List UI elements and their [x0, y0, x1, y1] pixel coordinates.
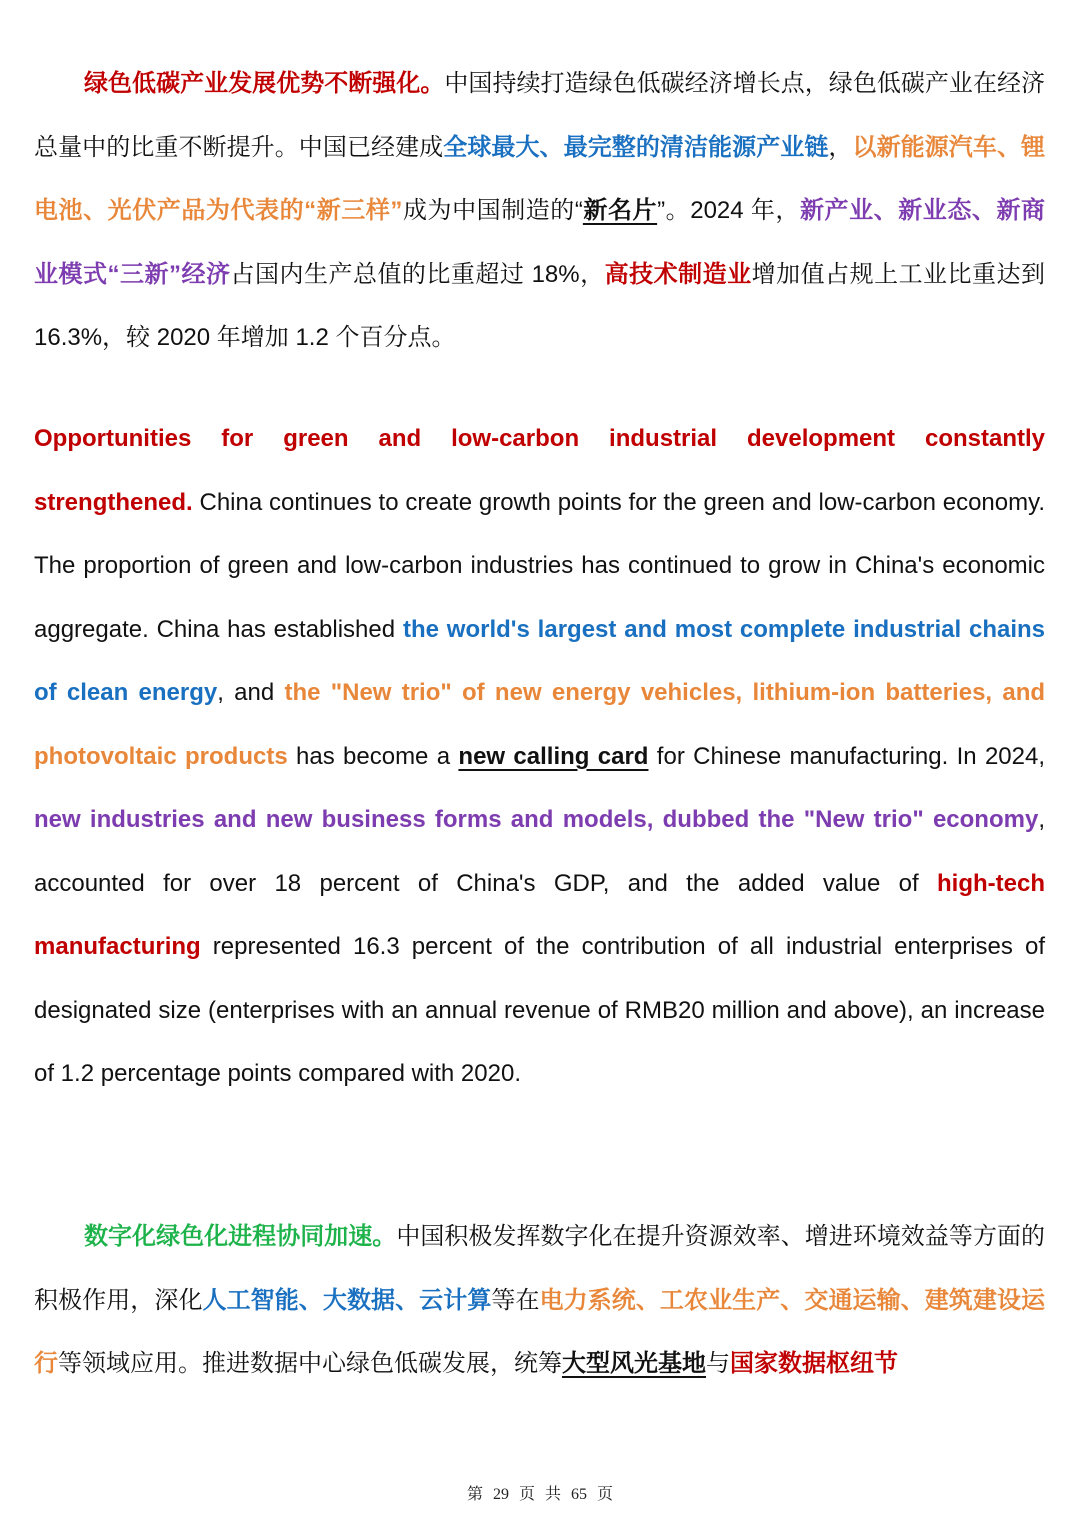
- text-span: 占国内生产总值的比重超过 18%，: [230, 260, 605, 288]
- text-span: represented 16.3 percent of the contribution of all industrial enterprises of designated size (enterprises with an annual revenue of RMB20 million and above), an increase of 1.2 percentage points compared with 2020.: [34, 933, 1045, 1087]
- highlight-wind-solar-bases: 大型风光基地: [562, 1350, 706, 1377]
- paragraph-zh-digital-green: [34, 1205, 1045, 1396]
- paragraph-en-green-lowcarbon: [34, 407, 1045, 1106]
- text-span: , accounted for over 18 percent of China's GDP, and the added value of: [34, 806, 1045, 897]
- highlight-new-calling-card: 新名片: [582, 197, 658, 224]
- heading-opportunities: Opportunities for green and low-carbon industrial development constantly strengthened.: [34, 425, 1045, 516]
- highlight-high-tech-en: high-tech manufacturing: [34, 869, 1045, 960]
- highlight-clean-energy-chains: the world's largest and most complete industrial chains of clean energy: [34, 615, 1045, 706]
- highlight-clean-energy-chain: 全球最大、最完整的清洁能源产业链: [443, 133, 829, 161]
- highlight-new-trio: 以新能源汽车、锂电池、光伏产品为代表的“新三样”: [34, 133, 1046, 224]
- text-span: has become a: [287, 742, 459, 770]
- text-span: for Chinese manufacturing. In 2024,: [648, 742, 1045, 770]
- text-span: ”。2024 年，: [657, 197, 800, 224]
- text-span: 等领域应用。推进数据中心绿色低碳发展，统筹: [58, 1350, 562, 1377]
- text-span: 中国积极发挥数字化在提升资源效率、增进环境效益等方面的积极作用，深化: [34, 1223, 1046, 1314]
- text-span: China continues to create growth points for the green and low-carbon economy. The proportion of green and low-carbon industries has continued to grow in China's economic aggregate. China has established: [34, 488, 1045, 643]
- text-span: 与: [706, 1350, 730, 1377]
- text-span: 中国持续打造绿色低碳经济增长点，绿色低碳产业在经济总量中的比重不断提升。中国已经建成: [34, 70, 1046, 161]
- highlight-new-industries-en: new industries and new business forms and models, dubbed the "New trio" economy: [34, 806, 1039, 833]
- highlight-application-fields: 电力系统、工农业生产、交通运输、建筑建设运行: [34, 1286, 1046, 1377]
- text-span: 增加值占规上工业比重达到 16.3%，较 2020 年增加 1.2 个百分点。: [34, 260, 1046, 351]
- text-span: , and: [217, 679, 285, 706]
- text-span: 成为中国制造的“: [402, 197, 583, 224]
- page-number-footer: 第 29 页 共 65 页: [466, 1486, 613, 1503]
- highlight-high-tech-manufacturing: 高技术制造业: [604, 260, 752, 288]
- text-span: 等在: [491, 1286, 540, 1314]
- highlight-new-calling-card-en: new calling card: [458, 742, 649, 770]
- paragraph-zh-green-lowcarbon: [34, 52, 1045, 370]
- highlight-new-trio-en: the "New trio" of new energy vehicles, lithium-ion batteries, and photovoltaic products: [34, 679, 1046, 770]
- text-span: ，: [828, 133, 853, 161]
- highlight-three-new-economy: 新产业、新业态、新商业模式“三新”经济: [34, 197, 1046, 288]
- heading-digital-green: 数字化绿色化进程协同加速。: [84, 1223, 397, 1250]
- highlight-data-hub-nodes: 国家数据枢纽节: [730, 1350, 898, 1377]
- highlight-ai-bigdata-cloud: 人工智能、大数据、云计算: [202, 1286, 492, 1314]
- heading-green-lowcarbon: 绿色低碳产业发展优势不断强化。: [84, 70, 445, 97]
